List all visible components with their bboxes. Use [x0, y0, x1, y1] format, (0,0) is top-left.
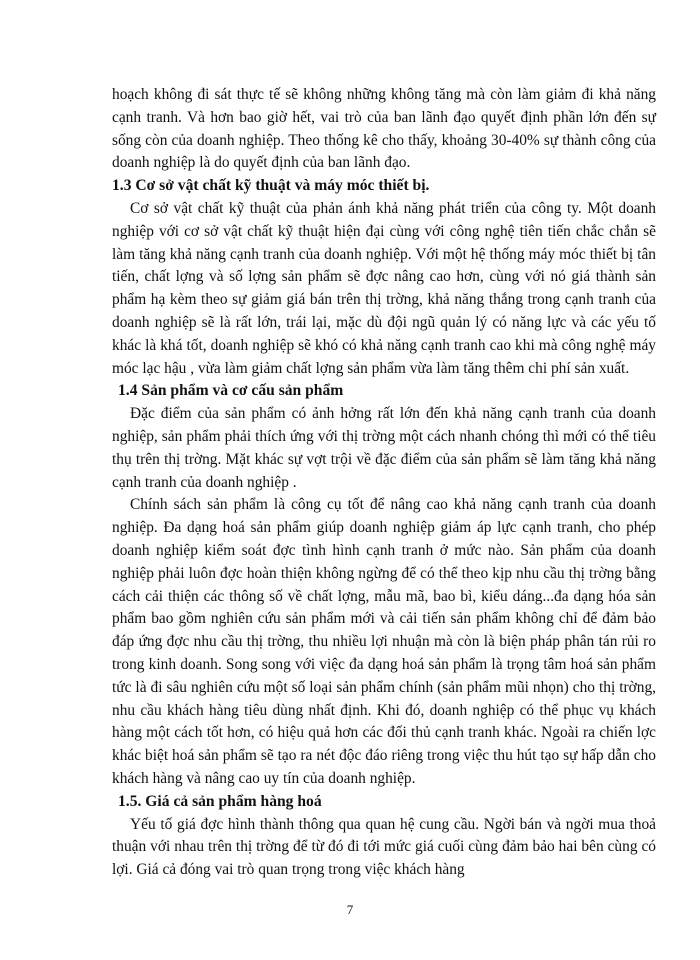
paragraph-intro-continued: hoạch không đi sát thực tế sẽ không những không tăng mà còn làm giảm đi khả năng cạnh tranh. Và hơn bao giờ hết, vai trò của ban lãnh đạo quyết định phần lớn đến sự sống còn của doanh nghiệp. Theo thống kê cho thấy, khoảng 30-40% sự thành công của doanh nghiệp là do quyết định của ban lãnh đạo.	[112, 86, 656, 172]
paragraph-price: Yếu tố giá đợc hình thành thông qua quan hệ cung cầu. Ngời bán và ngời mua thoả thuận với nhau trên thị trờng để từ đó đi tới mức giá cuối cùng đảm bảo hai bên cùng có lợi. Giá cả đóng vai trò quan trọng trong việc khách hàng	[112, 815, 656, 879]
document-page	[112, 84, 656, 924]
heading-1-3: 1.3 Cơ sở vật chất kỹ thuật và máy móc thiết bị.	[112, 177, 430, 195]
heading-1-5: 1.5. Giá cả sản phẩm hàng hoá	[118, 792, 322, 810]
heading-1-4: 1.4 Sản phẩm và cơ cấu sản phẩm	[118, 382, 344, 400]
paragraph-product-features: Đặc điểm của sản phẩm có ảnh hởng rất lớn đến khả năng cạnh tranh của doanh nghiệp, sản phẩm phải thích ứng với thị trờng một cách nhanh chóng thì mới có thể tiêu thụ trên thị trờng. Mặt khác sự vợt trội về đặc điểm của sản phẩm sẽ làm tăng khả năng cạnh tranh của doanh nghiệp .	[112, 405, 656, 491]
paragraph-facilities: Cơ sở vật chất kỹ thuật của phản ánh khả năng phát triển của công ty. Một doanh nghiệp với cơ sở vật chất kỹ thuật hiện đại cùng với công nghệ tiên tiến chắc chắn sẽ làm tăng khả năng cạnh tranh của doanh nghiệp. Với một hệ thống máy móc thiết bị tân tiến, chất lợng và số lợng sản phẩm sẽ đợc nâng cao hơn, cùng với nó giá thành sản phẩm hạ kèm theo sự giảm giá bán trên thị trờng, khả năng thắng trong cạnh tranh của doanh nghiệp sẽ là rất lớn, trái lại, mặc dù đội ngũ quản lý có năng lực và các yếu tố khác là khá tốt, doanh nghiệp sẽ khó có khả năng cạnh tranh cao khi mà công nghệ máy móc lạc hậu , vừa làm giảm chất lợng sản phẩm vừa làm tăng thêm chi phí sản xuất.	[112, 199, 656, 377]
page-number: 7	[346, 902, 354, 917]
paragraph-product-policy: Chính sách sản phẩm là công cụ tốt để nâng cao khả năng cạnh tranh của doanh nghiệp. Đa dạng hoá sản phẩm giúp doanh nghiệp giảm áp lực cạnh tranh, cho phép doanh nghiệp kiểm soát đợc tình hình cạnh tranh ở mức nào. Sản phẩm của doanh nghiệp phải luôn đợc hoàn thiện không ngừng để có thể theo kịp nhu cầu thị trờng bằng cách cải thiện các thông số về chất lợng, mẫu mã, bao bì, kiểu dáng...đa dạng hóa sản phẩm bao gồm nghiên cứu sản phẩm mới và cải tiến sản phẩm không chỉ để đảm bảo đáp ứng đợc nhu cầu thị trờng, thu nhiều lợi nhuận mà còn là biện pháp phân tán rủi ro trong kinh doanh. Song song với việc đa dạng hoá sản phẩm là trọng tâm hoá sản phẩm tức là đi sâu nghiên cứu một số loại sản phẩm chính (sản phẩm mũi nhọn) cho thị trờng, nhu cầu khách hàng tiêu dùng nhất định. Khi đó, doanh nghiệp có thể phục vụ khách hàng một cách tốt hơn, có hiệu quả hơn các đối thủ cạnh tranh khác. Ngoài ra chiến lợc khác biệt hoá sản phẩm sẽ tạo ra nét độc đáo riêng trong việc thu hút tạo sự hấp dẫn cho khách hàng và nâng cao uy tín của doanh nghiệp.	[112, 496, 656, 787]
